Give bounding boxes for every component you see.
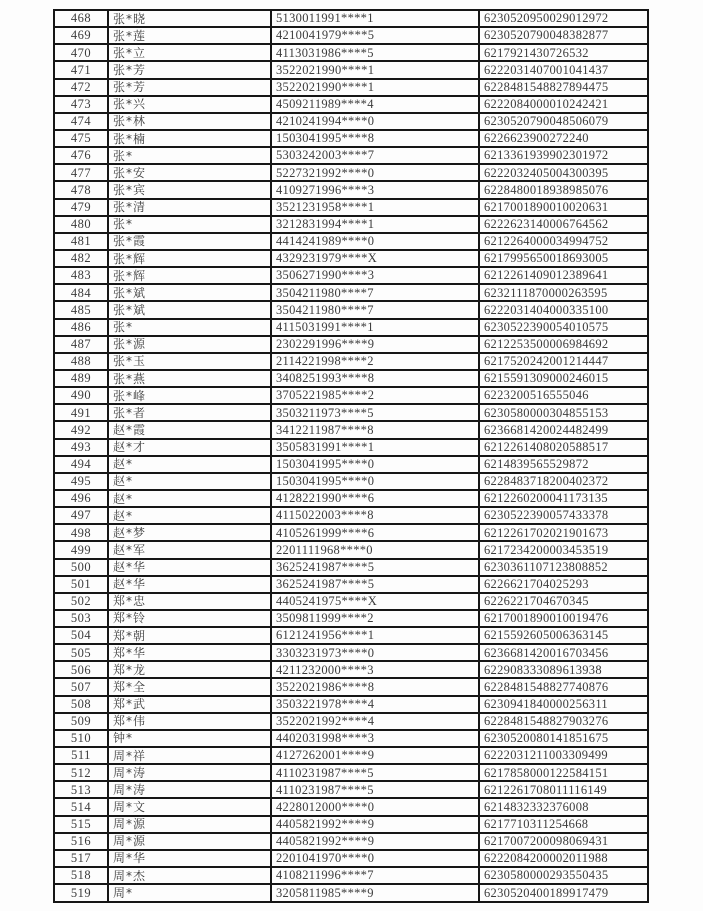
name-cell: 张*峰 [108,387,271,404]
table-row [54,27,648,44]
table-row [54,524,648,541]
table-row [54,164,648,181]
id-number-cell: 2302291996****9 [271,336,479,353]
row-index-cell: 497 [54,507,108,524]
name-cell: 张*斌 [108,284,271,301]
name-cell: 张*立 [108,44,271,61]
card-number-cell: 6212261408020588517 [479,439,648,456]
id-number-cell: 4509211989****4 [271,96,479,113]
card-number-cell: 6230580000304855153 [479,404,648,421]
table-row [54,490,648,507]
card-number-cell: 6217007200098069431 [479,833,648,850]
row-index-cell: 513 [54,781,108,798]
card-number-cell: 6212264000034994752 [479,233,648,250]
card-number-cell: 6217858000122584151 [479,764,648,781]
row-index-cell: 473 [54,96,108,113]
table-row [54,678,648,695]
table-row [54,250,648,267]
id-number-cell: 3504211980****7 [271,284,479,301]
name-cell: 周*涛 [108,781,271,798]
table-row [54,610,648,627]
table-row [54,576,648,593]
card-number-cell: 6236681420024482499 [479,421,648,438]
id-number-cell: 1503041995****8 [271,130,479,147]
card-number-cell: 6213361939902301972 [479,147,648,164]
name-cell: 张* [108,147,271,164]
table-row [54,319,648,336]
id-number-cell: 4211232000****3 [271,661,479,678]
name-cell: 张*安 [108,164,271,181]
name-cell: 张*者 [108,404,271,421]
table-row [54,79,648,96]
row-index-cell: 480 [54,216,108,233]
row-index-cell: 495 [54,473,108,490]
table-row [54,147,648,164]
records-table-body [54,10,648,902]
id-number-cell: 3505831991****1 [271,439,479,456]
name-cell: 钟* [108,730,271,747]
name-cell: 张*霞 [108,233,271,250]
card-number-cell: 6230522390057433378 [479,507,648,524]
name-cell: 张*辉 [108,267,271,284]
id-number-cell: 4108211996****7 [271,867,479,884]
table-row [54,764,648,781]
name-cell: 郑*全 [108,678,271,695]
row-index-cell: 488 [54,353,108,370]
name-cell: 张*兴 [108,96,271,113]
id-number-cell: 3625241987****5 [271,576,479,593]
table-row [54,713,648,730]
card-number-cell: 6222031211003309499 [479,747,648,764]
card-number-cell: 6230580000293550435 [479,867,648,884]
table-row [54,559,648,576]
id-number-cell: 3509811999****2 [271,610,479,627]
name-cell: 郑*华 [108,644,271,661]
id-number-cell: 3522021992****4 [271,713,479,730]
id-number-cell: 3212831994****1 [271,216,479,233]
table-row [54,627,648,644]
row-index-cell: 505 [54,644,108,661]
card-number-cell: 6232111870000263595 [479,284,648,301]
table-row [54,301,648,318]
id-number-cell: 4109271996****3 [271,181,479,198]
table-row [54,747,648,764]
name-cell: 郑*朝 [108,627,271,644]
card-number-cell: 6222031404000335100 [479,301,648,318]
card-number-cell: 6228481548827903276 [479,713,648,730]
table-row [54,61,648,78]
id-number-cell: 4113031986****5 [271,44,479,61]
name-cell: 张*玉 [108,353,271,370]
name-cell: 郑*龙 [108,661,271,678]
table-row [54,44,648,61]
id-number-cell: 4210041979****5 [271,27,479,44]
id-number-cell: 1503041995****0 [271,456,479,473]
row-index-cell: 470 [54,44,108,61]
card-number-cell: 6222623140006764562 [479,216,648,233]
id-number-cell: 4115022003****8 [271,507,479,524]
name-cell: 张*楠 [108,130,271,147]
id-number-cell: 3522021990****1 [271,79,479,96]
table-row [54,404,648,421]
card-number-cell: 6222084000010242421 [479,96,648,113]
name-cell: 郑*武 [108,696,271,713]
table-row [54,816,648,833]
card-number-cell: 6226621704025293 [479,576,648,593]
id-number-cell: 3503221978****4 [271,696,479,713]
card-number-cell: 6217710311254668 [479,816,648,833]
row-index-cell: 481 [54,233,108,250]
card-number-cell: 6230522390054010575 [479,319,648,336]
id-number-cell: 4405241975****X [271,593,479,610]
row-index-cell: 512 [54,764,108,781]
id-number-cell: 5130011991****1 [271,10,479,27]
id-number-cell: 3522021990****1 [271,61,479,78]
table-row [54,781,648,798]
row-index-cell: 472 [54,79,108,96]
row-index-cell: 484 [54,284,108,301]
name-cell: 张* [108,216,271,233]
name-cell: 张*斌 [108,301,271,318]
table-row [54,696,648,713]
table-row [54,10,648,27]
id-number-cell: 5227321992****0 [271,164,479,181]
table-row [54,421,648,438]
table-row [54,507,648,524]
name-cell: 赵*梦 [108,524,271,541]
card-number-cell: 6222032405004300395 [479,164,648,181]
id-number-cell: 4210241994****0 [271,113,479,130]
table-row [54,130,648,147]
table-row [54,644,648,661]
id-number-cell: 5303242003****7 [271,147,479,164]
row-index-cell: 486 [54,319,108,336]
table-row [54,850,648,867]
id-number-cell: 3408251993****8 [271,370,479,387]
name-cell: 张*莲 [108,27,271,44]
id-number-cell: 3625241987****5 [271,559,479,576]
table-row [54,216,648,233]
name-cell: 赵* [108,490,271,507]
id-number-cell: 3705221985****2 [271,387,479,404]
name-cell: 郑*忠 [108,593,271,610]
table-row [54,473,648,490]
card-number-cell: 6228480018938985076 [479,181,648,198]
row-index-cell: 519 [54,884,108,902]
card-number-cell: 6212253500006984692 [479,336,648,353]
table-row [54,884,648,902]
name-cell: 周*源 [108,816,271,833]
id-number-cell: 4128221990****6 [271,490,479,507]
card-number-cell: 6230361107123808852 [479,559,648,576]
table-row [54,387,648,404]
card-number-cell: 6212261702021901673 [479,524,648,541]
row-index-cell: 491 [54,404,108,421]
row-index-cell: 496 [54,490,108,507]
name-cell: 张*林 [108,113,271,130]
card-number-cell: 6212260200041173135 [479,490,648,507]
row-index-cell: 510 [54,730,108,747]
id-number-cell: 2114221998****2 [271,353,479,370]
table-row [54,593,648,610]
row-index-cell: 468 [54,10,108,27]
name-cell: 周*源 [108,833,271,850]
row-index-cell: 502 [54,593,108,610]
name-cell: 张*晓 [108,10,271,27]
name-cell: 赵*华 [108,559,271,576]
card-number-cell: 6222031407001041437 [479,61,648,78]
row-index-cell: 514 [54,798,108,815]
name-cell: 周* [108,884,271,902]
table-row [54,199,648,216]
name-cell: 郑*伟 [108,713,271,730]
row-index-cell: 509 [54,713,108,730]
card-number-cell: 6236681420016703456 [479,644,648,661]
id-number-cell: 4110231987****5 [271,764,479,781]
row-index-cell: 499 [54,541,108,558]
card-number-cell: 6214832332376008 [479,798,648,815]
card-number-cell: 6230520950029012972 [479,10,648,27]
name-cell: 张* [108,319,271,336]
name-cell: 周*杰 [108,867,271,884]
id-number-cell: 3522021986****8 [271,678,479,695]
row-index-cell: 490 [54,387,108,404]
id-number-cell: 6121241956****1 [271,627,479,644]
id-number-cell: 4105261999****6 [271,524,479,541]
name-cell: 周*文 [108,798,271,815]
card-number-cell: 6230520080141851675 [479,730,648,747]
card-number-cell: 6226623900272240 [479,130,648,147]
row-index-cell: 485 [54,301,108,318]
row-index-cell: 494 [54,456,108,473]
id-number-cell: 1503041995****0 [271,473,479,490]
id-number-cell: 4228012000****0 [271,798,479,815]
name-cell: 赵*华 [108,576,271,593]
row-index-cell: 475 [54,130,108,147]
table-row [54,96,648,113]
row-index-cell: 477 [54,164,108,181]
id-number-cell: 3205811985****9 [271,884,479,902]
id-number-cell: 2201041970****0 [271,850,479,867]
name-cell: 赵*才 [108,439,271,456]
row-index-cell: 501 [54,576,108,593]
name-cell: 周*祥 [108,747,271,764]
name-cell: 赵*军 [108,541,271,558]
id-number-cell: 4402031998****3 [271,730,479,747]
table-row [54,730,648,747]
row-index-cell: 515 [54,816,108,833]
card-number-cell: 6228481548827740876 [479,678,648,695]
card-number-cell: 6215592605006363145 [479,627,648,644]
row-index-cell: 500 [54,559,108,576]
row-index-cell: 511 [54,747,108,764]
row-index-cell: 508 [54,696,108,713]
row-index-cell: 516 [54,833,108,850]
card-number-cell: 6217001890010020631 [479,199,648,216]
id-number-cell: 3504211980****7 [271,301,479,318]
id-number-cell: 2201111968****0 [271,541,479,558]
row-index-cell: 503 [54,610,108,627]
row-index-cell: 506 [54,661,108,678]
name-cell: 赵* [108,456,271,473]
id-number-cell: 4405821992****9 [271,833,479,850]
name-cell: 赵* [108,473,271,490]
table-row [54,181,648,198]
id-number-cell: 4414241989****0 [271,233,479,250]
name-cell: 张*芳 [108,79,271,96]
table-row [54,867,648,884]
name-cell: 郑*铃 [108,610,271,627]
id-number-cell: 4405821992****9 [271,816,479,833]
card-number-cell: 6214839565529872 [479,456,648,473]
card-number-cell: 6217234200003453519 [479,541,648,558]
table-row [54,541,648,558]
card-number-cell: 6217520242001214447 [479,353,648,370]
row-index-cell: 478 [54,181,108,198]
id-number-cell: 3503211973****5 [271,404,479,421]
row-index-cell: 474 [54,113,108,130]
row-index-cell: 507 [54,678,108,695]
card-number-cell: 6230520790048506079 [479,113,648,130]
name-cell: 张*辉 [108,250,271,267]
row-index-cell: 489 [54,370,108,387]
row-index-cell: 504 [54,627,108,644]
table-row [54,370,648,387]
card-number-cell: 6230941840000256311 [479,696,648,713]
card-number-cell: 6222084200002011988 [479,850,648,867]
id-number-cell: 4329231979****X [271,250,479,267]
id-number-cell: 3521231958****1 [271,199,479,216]
id-number-cell: 3506271990****3 [271,267,479,284]
name-cell: 张*清 [108,199,271,216]
card-number-cell: 6228483718200402372 [479,473,648,490]
name-cell: 周*华 [108,850,271,867]
card-number-cell: 6230520790048382877 [479,27,648,44]
card-number-cell: 6226221704670345 [479,593,648,610]
table-row [54,284,648,301]
name-cell: 张*芳 [108,61,271,78]
id-number-cell: 3412211987****8 [271,421,479,438]
name-cell: 张*源 [108,336,271,353]
card-number-cell: 6223200516555046 [479,387,648,404]
name-cell: 张*宾 [108,181,271,198]
card-number-cell: 6217001890010019476 [479,610,648,627]
id-number-cell: 4115031991****1 [271,319,479,336]
id-number-cell: 3303231973****0 [271,644,479,661]
row-index-cell: 498 [54,524,108,541]
row-index-cell: 483 [54,267,108,284]
name-cell: 张*燕 [108,370,271,387]
table-row [54,798,648,815]
table-row [54,456,648,473]
id-number-cell: 4127262001****9 [271,747,479,764]
table-row [54,661,648,678]
card-number-cell: 622908333089613938 [479,661,648,678]
table-row [54,233,648,250]
card-number-cell: 6212261708011116149 [479,781,648,798]
name-cell: 赵*霞 [108,421,271,438]
card-number-cell: 6215591309000246015 [479,370,648,387]
id-number-cell: 4110231987****5 [271,781,479,798]
name-cell: 赵* [108,507,271,524]
row-index-cell: 471 [54,61,108,78]
table-row [54,113,648,130]
row-index-cell: 476 [54,147,108,164]
table-row [54,267,648,284]
card-number-cell: 6217921430726532 [479,44,648,61]
table-row [54,439,648,456]
row-index-cell: 517 [54,850,108,867]
row-index-cell: 482 [54,250,108,267]
row-index-cell: 493 [54,439,108,456]
row-index-cell: 487 [54,336,108,353]
row-index-cell: 479 [54,199,108,216]
card-number-cell: 6228481548827894475 [479,79,648,96]
card-number-cell: 6230520400189917479 [479,884,648,902]
row-index-cell: 518 [54,867,108,884]
table-row [54,833,648,850]
card-number-cell: 6212261409012389641 [479,267,648,284]
table-row [54,336,648,353]
name-cell: 周*涛 [108,764,271,781]
row-index-cell: 469 [54,27,108,44]
row-index-cell: 492 [54,421,108,438]
table-row [54,353,648,370]
card-number-cell: 6217995650018693005 [479,250,648,267]
records-table [53,9,649,903]
